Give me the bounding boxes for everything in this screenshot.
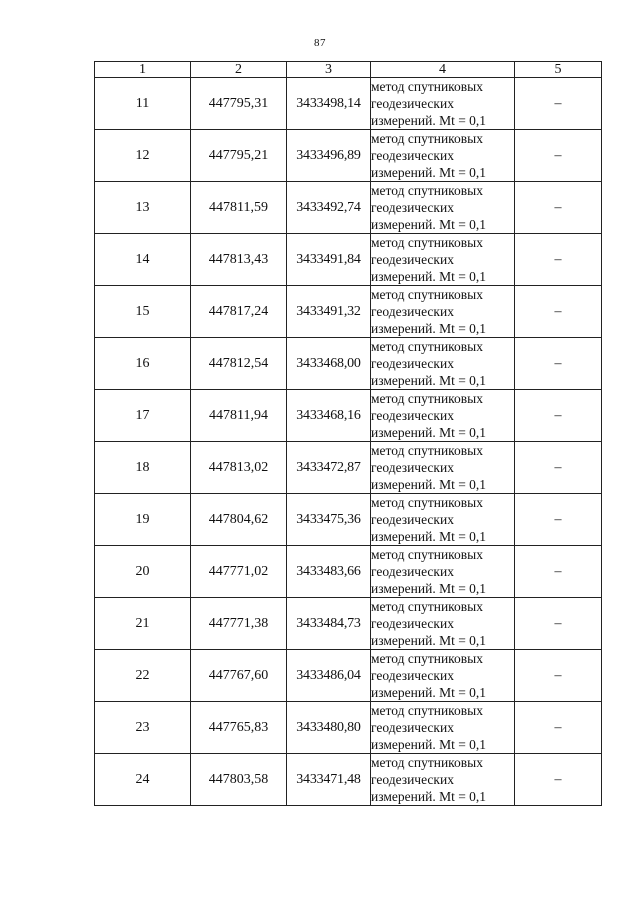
coordinate-y: 3433486,04	[287, 650, 371, 702]
table-row	[95, 598, 602, 650]
coordinate-y: 3433480,80	[287, 702, 371, 754]
method-line-2: геодезических	[371, 408, 454, 423]
coordinate-y: 3433471,48	[287, 754, 371, 806]
table-row	[95, 130, 602, 182]
method-line-1: метод спутниковых	[371, 495, 483, 510]
method-line-1: метод спутниковых	[371, 703, 483, 718]
coordinate-x: 447811,59	[191, 182, 287, 234]
error-value: –	[515, 338, 602, 390]
point-number: 15	[95, 286, 191, 338]
coordinate-x: 447811,94	[191, 390, 287, 442]
point-number: 13	[95, 182, 191, 234]
method-description	[371, 494, 515, 546]
method-line-1: метод спутниковых	[371, 287, 483, 302]
method-description	[371, 754, 515, 806]
method-line-2: геодезических	[371, 460, 454, 475]
error-value: –	[515, 650, 602, 702]
coordinate-y: 3433484,73	[287, 598, 371, 650]
coordinate-x: 447804,62	[191, 494, 287, 546]
point-number: 16	[95, 338, 191, 390]
method-line-2: геодезических	[371, 668, 454, 683]
method-line-3: измерений. Mt = 0,1	[371, 581, 487, 596]
method-line-3: измерений. Mt = 0,1	[371, 477, 487, 492]
table-row	[95, 78, 602, 130]
method-line-1: метод спутниковых	[371, 443, 483, 458]
error-value: –	[515, 546, 602, 598]
point-number: 22	[95, 650, 191, 702]
coordinate-y: 3433492,74	[287, 182, 371, 234]
coordinates-table	[94, 61, 602, 806]
method-line-3: измерений. Mt = 0,1	[371, 373, 487, 388]
method-line-2: геодезических	[371, 564, 454, 579]
method-line-3: измерений. Mt = 0,1	[371, 737, 487, 752]
method-line-3: измерений. Mt = 0,1	[371, 217, 487, 232]
method-line-1: метод спутниковых	[371, 339, 483, 354]
method-description	[371, 338, 515, 390]
column-header-1: 1	[95, 62, 191, 78]
method-line-1: метод спутниковых	[371, 651, 483, 666]
method-line-1: метод спутниковых	[371, 183, 483, 198]
method-line-3: измерений. Mt = 0,1	[371, 425, 487, 440]
method-line-1: метод спутниковых	[371, 131, 483, 146]
method-line-2: геодезических	[371, 200, 454, 215]
table-row	[95, 234, 602, 286]
coordinate-x: 447795,21	[191, 130, 287, 182]
error-value: –	[515, 494, 602, 546]
method-line-3: измерений. Mt = 0,1	[371, 113, 487, 128]
method-line-1: метод спутниковых	[371, 755, 483, 770]
table-row	[95, 546, 602, 598]
method-description	[371, 78, 515, 130]
table-row	[95, 442, 602, 494]
table-row	[95, 754, 602, 806]
error-value: –	[515, 598, 602, 650]
method-line-1: метод спутниковых	[371, 599, 483, 614]
coordinate-y: 3433483,66	[287, 546, 371, 598]
error-value: –	[515, 390, 602, 442]
point-number: 21	[95, 598, 191, 650]
table-row	[95, 494, 602, 546]
table-row	[95, 650, 602, 702]
coordinate-x: 447771,02	[191, 546, 287, 598]
method-line-2: геодезических	[371, 148, 454, 163]
table-row	[95, 182, 602, 234]
point-number: 18	[95, 442, 191, 494]
coordinate-x: 447803,58	[191, 754, 287, 806]
table-row	[95, 390, 602, 442]
page-number: 87	[314, 37, 326, 49]
column-header-5: 5	[515, 62, 602, 78]
column-header-2: 2	[191, 62, 287, 78]
method-line-3: измерений. Mt = 0,1	[371, 685, 487, 700]
error-value: –	[515, 286, 602, 338]
coordinate-x: 447817,24	[191, 286, 287, 338]
method-line-3: измерений. Mt = 0,1	[371, 789, 487, 804]
method-description	[371, 390, 515, 442]
coordinate-x: 447813,02	[191, 442, 287, 494]
coordinate-y: 3433496,89	[287, 130, 371, 182]
method-line-1: метод спутниковых	[371, 391, 483, 406]
method-line-2: геодезических	[371, 304, 454, 319]
method-line-2: геодезических	[371, 252, 454, 267]
table-row	[95, 338, 602, 390]
error-value: –	[515, 130, 602, 182]
point-number: 19	[95, 494, 191, 546]
coordinate-y: 3433475,36	[287, 494, 371, 546]
coordinate-x: 447795,31	[191, 78, 287, 130]
coordinate-y: 3433468,16	[287, 390, 371, 442]
coordinate-y: 3433472,87	[287, 442, 371, 494]
coordinate-y: 3433491,84	[287, 234, 371, 286]
point-number: 20	[95, 546, 191, 598]
error-value: –	[515, 702, 602, 754]
method-line-3: измерений. Mt = 0,1	[371, 633, 487, 648]
point-number: 14	[95, 234, 191, 286]
method-description	[371, 234, 515, 286]
table-row	[95, 702, 602, 754]
method-line-2: геодезических	[371, 356, 454, 371]
method-line-2: геодезических	[371, 96, 454, 111]
method-description	[371, 130, 515, 182]
method-line-3: измерений. Mt = 0,1	[371, 321, 487, 336]
point-number: 17	[95, 390, 191, 442]
error-value: –	[515, 182, 602, 234]
coordinate-x: 447813,43	[191, 234, 287, 286]
method-line-3: измерений. Mt = 0,1	[371, 529, 487, 544]
coordinate-y: 3433498,14	[287, 78, 371, 130]
method-description	[371, 286, 515, 338]
column-header-4: 4	[371, 62, 515, 78]
method-description	[371, 650, 515, 702]
coordinate-x: 447812,54	[191, 338, 287, 390]
point-number: 11	[95, 78, 191, 130]
method-description	[371, 182, 515, 234]
method-line-1: метод спутниковых	[371, 547, 483, 562]
coordinate-x: 447765,83	[191, 702, 287, 754]
method-description	[371, 546, 515, 598]
error-value: –	[515, 754, 602, 806]
column-header-3: 3	[287, 62, 371, 78]
error-value: –	[515, 442, 602, 494]
coordinate-x: 447767,60	[191, 650, 287, 702]
method-description	[371, 598, 515, 650]
method-line-2: геодезических	[371, 512, 454, 527]
method-line-2: геодезических	[371, 772, 454, 787]
method-description	[371, 442, 515, 494]
method-line-3: измерений. Mt = 0,1	[371, 165, 487, 180]
table-row	[95, 286, 602, 338]
method-line-1: метод спутниковых	[371, 235, 483, 250]
point-number: 23	[95, 702, 191, 754]
method-description	[371, 702, 515, 754]
coordinate-y: 3433491,32	[287, 286, 371, 338]
method-line-1: метод спутниковых	[371, 79, 483, 94]
point-number: 12	[95, 130, 191, 182]
method-line-2: геодезических	[371, 720, 454, 735]
coordinate-x: 447771,38	[191, 598, 287, 650]
point-number: 24	[95, 754, 191, 806]
coordinate-y: 3433468,00	[287, 338, 371, 390]
error-value: –	[515, 78, 602, 130]
error-value: –	[515, 234, 602, 286]
table-body	[95, 78, 602, 806]
method-line-2: геодезических	[371, 616, 454, 631]
method-line-3: измерений. Mt = 0,1	[371, 269, 487, 284]
header-row	[95, 62, 602, 78]
